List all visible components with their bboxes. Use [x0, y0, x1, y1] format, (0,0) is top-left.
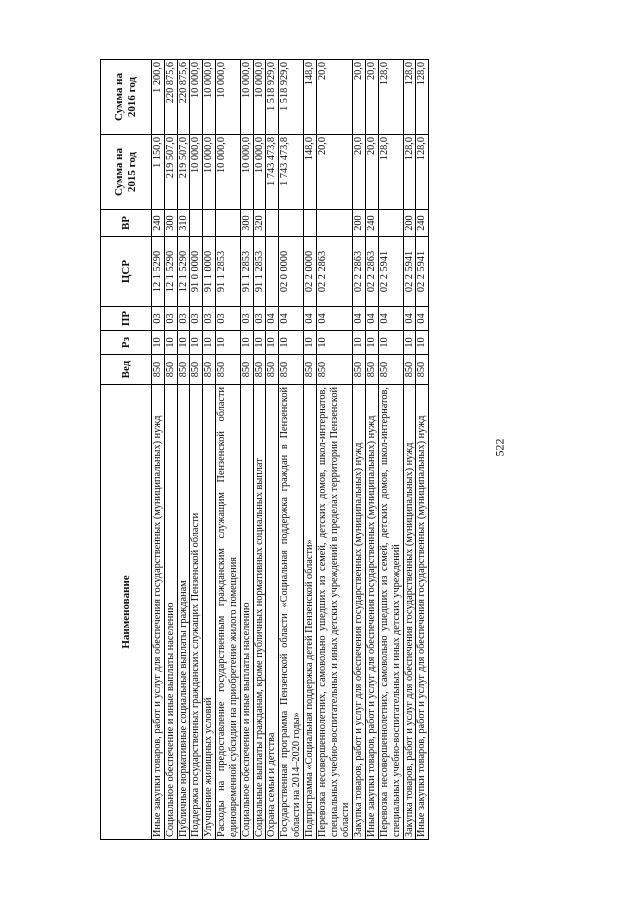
cell-sum-2016: 10 000,0 — [190, 60, 203, 135]
cell-name: Охрана семьи и детства — [266, 385, 279, 840]
table-row — [266, 60, 279, 840]
cell-name: Иные закупки товаров, работ и услуг для обеспечения государственных (муниципальных) нужд — [152, 385, 165, 840]
cell-sum-2015: 128,0 — [416, 135, 429, 210]
cell-csr: 91 1 2853 — [216, 237, 241, 307]
table-row — [403, 60, 416, 840]
cell-pr: 03 — [177, 307, 190, 331]
cell-sum-2015: 10 000,0 — [190, 135, 203, 210]
cell-sum-2015: 20,0 — [316, 135, 352, 210]
cell-ved: 850 — [253, 355, 266, 385]
cell-name: Поддержка государственных гражданских служащих Пензенской области — [190, 385, 203, 840]
cell-sum-2015: 10 000,0 — [216, 135, 241, 210]
cell-csr: 91 1 2853 — [253, 237, 266, 307]
table-row — [164, 60, 177, 840]
header-csr: ЦСР — [101, 237, 152, 307]
cell-vr — [266, 210, 279, 237]
cell-ved: 850 — [164, 355, 177, 385]
cell-name: Перевозка несовершеннолетних, самовольно ушедших из семей, детских домов, школ-интернатов, специальных учебно-воспитательных и иных детских учреждений — [378, 385, 403, 840]
cell-sum-2015: 10 000,0 — [253, 135, 266, 210]
cell-sum-2016: 10 000,0 — [216, 60, 241, 135]
table-header-row — [101, 60, 152, 840]
cell-ved: 850 — [203, 355, 216, 385]
cell-csr: 02 0 0000 — [279, 237, 304, 307]
cell-pr: 04 — [403, 307, 416, 331]
page-number: 522 — [492, 438, 507, 457]
cell-vr: 240 — [366, 210, 379, 237]
table-row — [279, 60, 304, 840]
cell-sum-2016: 148,0 — [303, 60, 316, 135]
cell-rz: 10 — [190, 331, 203, 355]
cell-pr: 03 — [253, 307, 266, 331]
cell-vr — [303, 210, 316, 237]
cell-rz: 10 — [152, 331, 165, 355]
header-vr: ВР — [101, 210, 152, 237]
cell-rz: 10 — [203, 331, 216, 355]
cell-vr: 300 — [164, 210, 177, 237]
header-rz: Рз — [101, 331, 152, 355]
cell-rz: 10 — [164, 331, 177, 355]
table-row — [366, 60, 379, 840]
cell-sum-2016: 20,0 — [353, 60, 366, 135]
cell-rz: 10 — [266, 331, 279, 355]
cell-ved: 850 — [403, 355, 416, 385]
cell-sum-2016: 128,0 — [403, 60, 416, 135]
cell-ved: 850 — [240, 355, 253, 385]
cell-rz: 10 — [316, 331, 352, 355]
cell-rz: 10 — [416, 331, 429, 355]
cell-rz: 10 — [177, 331, 190, 355]
cell-vr — [279, 210, 304, 237]
cell-pr: 04 — [378, 307, 403, 331]
cell-vr — [378, 210, 403, 237]
cell-vr: 200 — [403, 210, 416, 237]
cell-pr: 03 — [203, 307, 216, 331]
cell-rz: 10 — [216, 331, 241, 355]
cell-csr: 12 1 5290 — [152, 237, 165, 307]
table-row — [190, 60, 203, 840]
cell-ved: 850 — [316, 355, 352, 385]
cell-sum-2016: 128,0 — [378, 60, 403, 135]
cell-ved: 850 — [266, 355, 279, 385]
table-row — [316, 60, 352, 840]
cell-csr: 12 1 5290 — [164, 237, 177, 307]
header-sum-2015: Сумма на 2015 год — [101, 135, 152, 210]
cell-csr — [266, 237, 279, 307]
cell-pr: 04 — [316, 307, 352, 331]
cell-vr: 300 — [240, 210, 253, 237]
budget-table — [100, 59, 429, 840]
cell-name: Социальное обеспечение и иные выплаты населению — [240, 385, 253, 840]
cell-sum-2016: 10 000,0 — [240, 60, 253, 135]
cell-ved: 850 — [190, 355, 203, 385]
cell-pr: 04 — [266, 307, 279, 331]
cell-rz: 10 — [353, 331, 366, 355]
cell-pr: 04 — [416, 307, 429, 331]
cell-ved: 850 — [279, 355, 304, 385]
cell-rz: 10 — [240, 331, 253, 355]
cell-sum-2015: 1 743 473,8 — [266, 135, 279, 210]
table-row — [378, 60, 403, 840]
cell-vr: 240 — [416, 210, 429, 237]
cell-sum-2016: 1 518 929,0 — [279, 60, 304, 135]
table-row — [203, 60, 216, 840]
table-row — [253, 60, 266, 840]
rotated-table-container — [100, 60, 540, 840]
cell-name: Публичные нормативные социальные выплаты гражданам — [177, 385, 190, 840]
header-ved: Вед — [101, 355, 152, 385]
cell-rz: 10 — [303, 331, 316, 355]
cell-pr: 03 — [216, 307, 241, 331]
cell-pr: 04 — [353, 307, 366, 331]
table-body — [152, 60, 429, 840]
cell-name: Государственная программа Пензенской области «Социальная поддержка граждан в Пензенской области на 2014–2020 годы» — [279, 385, 304, 840]
cell-ved: 850 — [366, 355, 379, 385]
cell-csr: 02 2 2863 — [316, 237, 352, 307]
cell-rz: 10 — [403, 331, 416, 355]
cell-ved: 850 — [416, 355, 429, 385]
cell-sum-2015: 128,0 — [403, 135, 416, 210]
cell-vr: 320 — [253, 210, 266, 237]
cell-sum-2015: 10 000,0 — [203, 135, 216, 210]
cell-csr: 02 2 5941 — [416, 237, 429, 307]
cell-ved: 850 — [378, 355, 403, 385]
cell-sum-2016: 1 518 929,0 — [266, 60, 279, 135]
table-row — [303, 60, 316, 840]
cell-pr: 04 — [366, 307, 379, 331]
cell-sum-2016: 10 000,0 — [253, 60, 266, 135]
cell-name: Социальное обеспечение и иные выплаты населению — [164, 385, 177, 840]
cell-ved: 850 — [353, 355, 366, 385]
cell-name: Перевозка несовершеннолетних, самовольно ушедших из семей, детских домов, школ-интернатов, специальных учебно-воспитательных и иных детских учреждений в пределах территории Пензенской области — [316, 385, 352, 840]
header-pr: ПР — [101, 307, 152, 331]
cell-ved: 850 — [152, 355, 165, 385]
cell-pr: 04 — [279, 307, 304, 331]
cell-ved: 850 — [216, 355, 241, 385]
cell-name: Закупка товаров, работ и услуг для обеспечения государственных (муниципальных) нужд — [353, 385, 366, 840]
cell-vr: 200 — [353, 210, 366, 237]
cell-vr: 310 — [177, 210, 190, 237]
cell-sum-2015: 1 150,0 — [152, 135, 165, 210]
cell-sum-2015: 128,0 — [378, 135, 403, 210]
cell-sum-2016: 1 200,0 — [152, 60, 165, 135]
cell-ved: 850 — [303, 355, 316, 385]
cell-name: Социальные выплаты гражданам, кроме публичных нормативных социальных выплат — [253, 385, 266, 840]
cell-sum-2015: 219 507,0 — [164, 135, 177, 210]
cell-vr — [203, 210, 216, 237]
header-sum-2016: Сумма на 2016 год — [101, 60, 152, 135]
cell-name: Закупка товаров, работ и услуг для обеспечения государственных (муниципальных) нужд — [403, 385, 416, 840]
cell-csr: 12 1 5290 — [177, 237, 190, 307]
cell-sum-2015: 20,0 — [366, 135, 379, 210]
cell-name: Иные закупки товаров, работ и услуг для обеспечения государственных (муниципальных) нужд — [366, 385, 379, 840]
cell-csr: 02 2 5941 — [403, 237, 416, 307]
table-row — [216, 60, 241, 840]
cell-sum-2016: 220 875,6 — [164, 60, 177, 135]
cell-sum-2016: 20,0 — [316, 60, 352, 135]
header-name: Наименование — [101, 385, 152, 840]
cell-sum-2015: 20,0 — [353, 135, 366, 210]
cell-pr: 03 — [190, 307, 203, 331]
table-row — [177, 60, 190, 840]
cell-vr — [216, 210, 241, 237]
cell-vr — [190, 210, 203, 237]
cell-sum-2016: 128,0 — [416, 60, 429, 135]
table-row — [152, 60, 165, 840]
cell-name: Иные закупки товаров, работ и услуг для обеспечения государственных (муниципальных) нужд — [416, 385, 429, 840]
cell-csr: 91 0 0000 — [190, 237, 203, 307]
table-row — [240, 60, 253, 840]
cell-pr: 03 — [240, 307, 253, 331]
cell-csr: 02 2 2863 — [353, 237, 366, 307]
cell-sum-2015: 10 000,0 — [240, 135, 253, 210]
cell-name: Подпрограмма «Социальная поддержка детей Пензенской области» — [303, 385, 316, 840]
table-row — [353, 60, 366, 840]
cell-csr: 02 2 5941 — [378, 237, 403, 307]
cell-rz: 10 — [378, 331, 403, 355]
cell-pr: 03 — [152, 307, 165, 331]
cell-csr: 91 1 2853 — [240, 237, 253, 307]
cell-vr — [316, 210, 352, 237]
cell-name: Расходы на предоставление государственным гражданским служащим Пензенской области единовременной субсидии на приобретение жилого помещения — [216, 385, 241, 840]
cell-sum-2015: 1 743 473,8 — [279, 135, 304, 210]
cell-name: Улучшение жилищных условий — [203, 385, 216, 840]
cell-vr: 240 — [152, 210, 165, 237]
table-row — [416, 60, 429, 840]
cell-sum-2016: 10 000,0 — [203, 60, 216, 135]
cell-csr: 91 1 0000 — [203, 237, 216, 307]
cell-csr: 02 2 0000 — [303, 237, 316, 307]
cell-sum-2015: 219 507,0 — [177, 135, 190, 210]
cell-sum-2016: 20,0 — [366, 60, 379, 135]
cell-sum-2015: 148,0 — [303, 135, 316, 210]
cell-pr: 03 — [164, 307, 177, 331]
cell-rz: 10 — [279, 331, 304, 355]
cell-sum-2016: 220 875,6 — [177, 60, 190, 135]
cell-rz: 10 — [253, 331, 266, 355]
cell-csr: 02 2 2863 — [366, 237, 379, 307]
cell-ved: 850 — [177, 355, 190, 385]
cell-pr: 04 — [303, 307, 316, 331]
cell-rz: 10 — [366, 331, 379, 355]
